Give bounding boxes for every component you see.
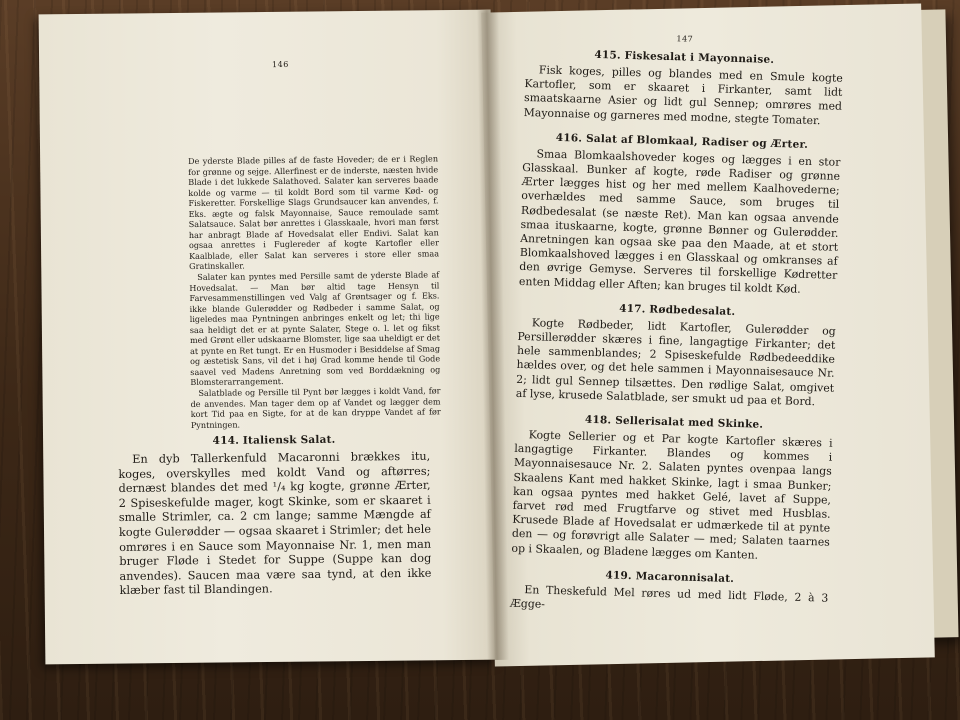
- recipe-title: 414. Italiensk Salat.: [212, 433, 336, 448]
- recipe-body: [523, 63, 842, 129]
- recipe-text: Kogte Sellerier og et Par kogte Kartofler skæres i langagtige Firkanter. Blandes og kommes i Mayonnaisesauce Nr. 2. Salaten pyntes ovenpaa langs Skaalens Kant med hakket Skinke, lagt i smaa Bunker; kan ogsaa pyntes med hakket Gelé, lavet af Suppe, farvet rød med Frugtfarve og stivet med Husblas. Krusede Blade af Hovedsalat er udmærkede til at pynte den — og forøvrigt alle Salater — med; Salaten taarnes op i Skaalen, og Bladene lægges om Kanten.: [511, 428, 833, 562]
- recipe-title: 418. Sellerisalat med Skinke.: [584, 413, 764, 431]
- right-page-text: [510, 30, 844, 620]
- small-paragraph: De yderste Blade pilles af de faste Hoveder; de er i Reglen for grønne og sejge. Allerfinest er de inderste, næsten hvide Blade i det lukkede Salathoved. Salater kan serveres baade kolde og varme — til koldt Bord som til varme Kød- og Fiskeretter. Forskellige Slags Grundsaucer kan anvendes, f. Eks. ægte og falsk Mayonnaise, Sauce remoulade samt Salatsauce. Salat bør anrettes i Glasskaale, hvori man først har anbragt Blade af Hovedsalat eller Endivi. Salat kan ogsaa anrettes i Fuglereder af kogte Kartofler eller Kaalblade, eller Salat kan serveres i store eller smaa Gratinskaller.: [188, 153, 440, 272]
- small-paragraph: Salatblade og Persille til Pynt bør lægges i koldt Vand, før de anvendes. Man tager dem op af Vandet og lægger dem kort Tid paa en Sigte, for at de kan dryppe Vandet af før Pyntningen.: [190, 385, 441, 430]
- recipe-body: [516, 316, 836, 410]
- recipe-414: [118, 433, 432, 599]
- recipe-title: 415. Fiskesalat i Mayonnaise.: [594, 48, 775, 66]
- recipe-text: Fisk koges, pilles og blandes med en Smule kogte Kartofler, som er skaaret i Firkanter, samt lidt smaatskaarne Asier og lidt gul Sennep; omrøres med Mayonnaise og garneres med modne, stegte Tomater.: [523, 63, 843, 127]
- page-number-left: 146: [271, 59, 289, 70]
- recipe-text: Kogte Rødbeder, lidt Kartofler, Gulerødder og Persillerødder skæres i fine, langagtige Firkanter; det hele sammenblandes; 2 Spiseskefulde Rødbedeeddike hældes over, og det hele sammen i Mayonnaisesauce Nr. 2; lidt gul Sennep tilsættes. Den rødlige Salat, omgivet af lyse, krusede Salatblade, ser smukt ud paa et Bord.: [515, 316, 836, 409]
- recipe-body: [511, 428, 832, 565]
- recipe-body: [118, 450, 432, 599]
- recipe-text: En dyb Tallerkenfuld Macaronni brækkes itu, koges, overskylles med koldt Vand og aftørres; dernæst blandes det med ¹/₄ kg kogte, grønne Ærter, 2 Spiseskefulde mager, kogt Skinke, som er skaaret i smalle Strimler, ca. 2 cm lange; samme Mængde af kogte Gulerødder — ogsaa skaaret i Strimler; det hele omrøres i en Sauce som Mayonnaise Nr. 1, men man bruger Fløde i Stedet for Suppe (Suppe kan dog anvendes). Saucen maa være saa tynd, at den ikke klæber fast til Blandingen.: [118, 449, 432, 598]
- small-print-block: [188, 153, 441, 430]
- recipe-text: Smaa Blomkaalshoveder koges og lægges i en stor Glasskaal. Bunker af kogte, røde Radiser og grønne Ærter lægges hist og her med mellem Kaalhovederne; overhældes med samme Sauce, som bruges til Rødbedesalat (se næste Ret). Man kan ogsaa anvende smaa ituskaarne, kogte, grønne Bønner og Gulerødder. Anretningen kan ogsaa ske paa den Maade, at et stort Blomkaalshoved lægges i en Glasskaal og omkranses af den øvrige Gemyse. Serveres til forskellige Kødretter enten Middag eller Aften; kan bruges til koldt Kød.: [518, 147, 841, 296]
- recipe-title: 416. Salat af Blomkaal, Radiser og Ærter.: [555, 131, 809, 151]
- small-paragraph: Salater kan pyntes med Persille samt de yderste Blade af Hovedsalat. — Man bør altid tage Hensyn til Farvesammenstillingen ved Valg af Grøntsager og f. Eks. ikke blande Gulerødder og Rødbeder i samme Salat, og ligeledes maa Pyntningen anbringes enkelt og let; thi lige saa heldigt det er at pynte Salater, Stege o. l. let og fikst med Grønt eller udskaarne Blomster, lige saa uheldigt er det at pynte en Ret tungt. Er en Husmoder i Besiddelse af Smag og æstetisk Sans, vil det i høj Grad komme hende til Gode saavel ved Madens Anretning som ved Borddækning og Blomsterarrangement.: [189, 269, 441, 388]
- page-number-right: 147: [676, 34, 694, 44]
- recipe-title: 417. Rødbedesalat.: [619, 302, 736, 318]
- recipe-title: 419. Macaronnisalat.: [605, 569, 735, 585]
- recipe-text: En Theskefuld Mel røres ud med lidt Fløde, 2 à 3 Ægge-: [509, 583, 829, 611]
- recipe-body: [519, 147, 841, 298]
